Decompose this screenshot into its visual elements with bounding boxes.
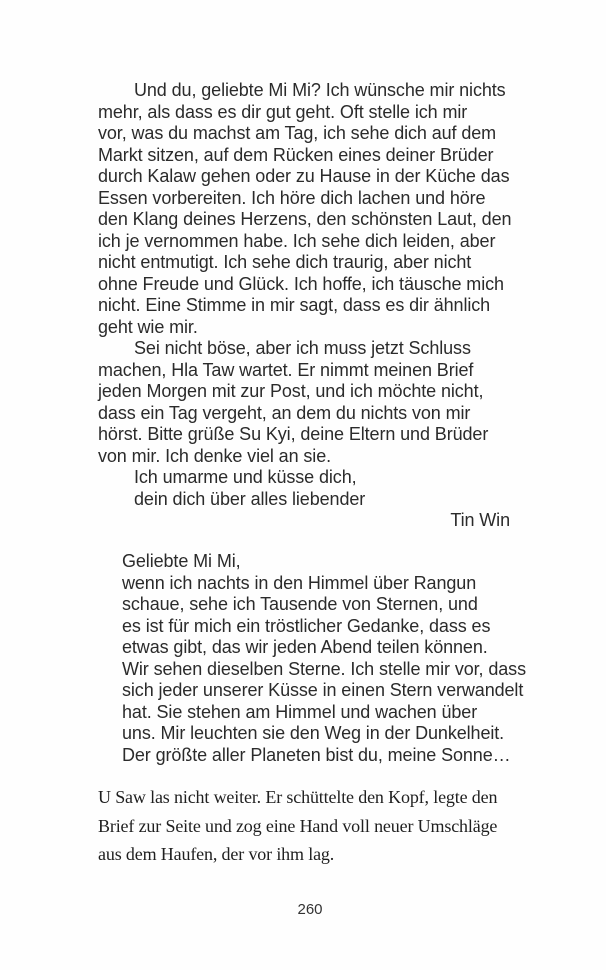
text-line: U Saw las nicht weiter. Er schüttelte den Kopf, legte den bbox=[98, 787, 498, 807]
text-line: von mir. Ich denke viel an sie. bbox=[98, 445, 332, 466]
text-line: Und du, geliebte Mi Mi? Ich wünsche mir nichts bbox=[134, 80, 506, 100]
text-line: Markt sitzen, auf dem Rücken eines deiner Brüder bbox=[98, 144, 494, 165]
text-line: sich jeder unserer Küsse in einen Stern verwandelt bbox=[122, 680, 524, 700]
text-line: geht wie mir. bbox=[98, 316, 198, 337]
text-line: hat. Sie stehen am Himmel und wachen über bbox=[122, 701, 478, 722]
narration-body bbox=[98, 783, 538, 869]
text-line: uns. Mir leuchten sie den Weg in der Dunkelheit. bbox=[122, 723, 505, 743]
text-line: wenn ich nachts in den Himmel über Rangun bbox=[122, 572, 477, 593]
text-line: mehr, als dass es dir gut geht. Oft stelle ich mir bbox=[98, 101, 468, 122]
text-line: den Klang deines Herzens, den schönsten Laut, den bbox=[98, 209, 512, 229]
text-line: es ist für mich ein tröstlicher Gedanke, dass es bbox=[122, 615, 491, 636]
text-line: dein dich über alles liebender bbox=[134, 488, 366, 509]
letter-from-tin-win bbox=[98, 80, 510, 532]
second-letter-excerpt bbox=[122, 551, 526, 766]
text-line: nicht entmutigt. Ich sehe dich traurig, aber nicht bbox=[98, 252, 472, 272]
text-line: Essen vorbereiten. Ich höre dich lachen und höre bbox=[98, 187, 486, 208]
page-number: 260 bbox=[297, 901, 323, 918]
text-line: jeden Morgen mit zur Post, und ich möchte nicht, bbox=[98, 381, 484, 401]
letter-body bbox=[98, 80, 510, 510]
text-line: Wir sehen dieselben Sterne. Ich stelle mir vor, dass bbox=[122, 658, 526, 679]
narration-paragraph bbox=[98, 783, 538, 869]
letter-body bbox=[122, 551, 526, 766]
text-line: vor, was du machst am Tag, ich sehe dich auf dem bbox=[98, 123, 497, 143]
text-line: aus dem Haufen, der vor ihm lag. bbox=[98, 844, 335, 865]
text-line: Sei nicht böse, aber ich muss jetzt Schluss bbox=[134, 338, 471, 358]
text-line: etwas gibt, das wir jeden Abend teilen können. bbox=[122, 637, 488, 657]
text-line: machen, Hla Taw wartet. Er nimmt meinen Brief bbox=[98, 359, 474, 380]
text-line: hörst. Bitte grüße Su Kyi, deine Eltern und Brüder bbox=[98, 424, 489, 444]
text-line: schaue, sehe ich Tausende von Sternen, und bbox=[122, 594, 478, 614]
letter-signature: Tin Win bbox=[450, 510, 510, 530]
text-line: ohne Freude und Glück. Ich hoffe, ich täusche mich bbox=[98, 273, 504, 294]
text-line: ich je vernommen habe. Ich sehe dich leiden, aber bbox=[98, 230, 496, 251]
text-line: nicht. Eine Stimme in mir sagt, dass es dir ähnlich bbox=[98, 295, 491, 315]
text-line: dass ein Tag vergeht, an dem du nichts von mir bbox=[98, 402, 471, 423]
text-line: Ich umarme und küsse dich, bbox=[134, 467, 357, 487]
text-line: Geliebte Mi Mi, bbox=[122, 551, 241, 571]
text-line: Der größte aller Planeten bist du, meine Sonne… bbox=[122, 744, 511, 765]
text-line: durch Kalaw gehen oder zu Hause in der Küche das bbox=[98, 166, 510, 186]
text-line: Brief zur Seite und zog eine Hand voll neuer Umschläge bbox=[98, 815, 498, 836]
